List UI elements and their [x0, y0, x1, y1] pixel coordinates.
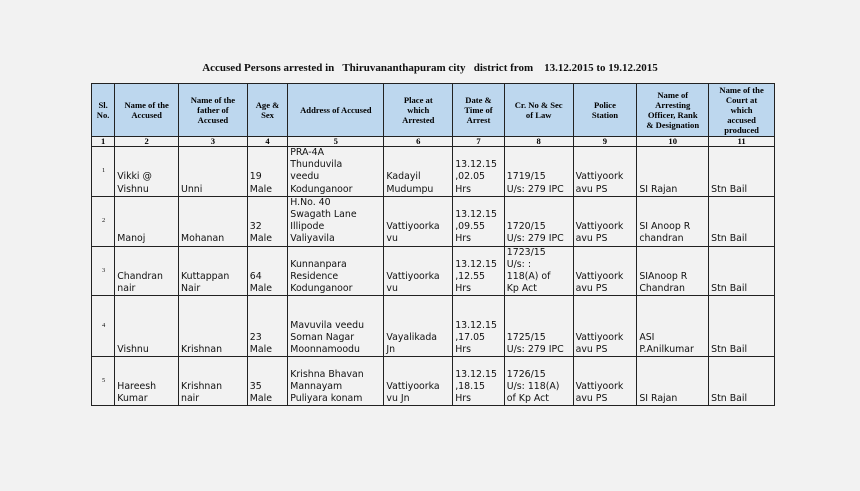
serial-cell: 3 — [92, 246, 115, 296]
column-number: 11 — [709, 137, 775, 147]
police-station-cell: Vattiyoork avu PS — [573, 147, 637, 197]
header-cell: Address of Accused — [288, 84, 384, 137]
column-number-row — [92, 137, 775, 147]
column-number: 4 — [247, 137, 287, 147]
column-number: 9 — [573, 137, 637, 147]
court-cell: Stn Bail — [709, 246, 775, 296]
column-number: 10 — [637, 137, 709, 147]
header-cell: Sl. No. — [92, 84, 115, 137]
header-cell: Police Station — [573, 84, 637, 137]
police-station-cell: Vattiyoork avu PS — [573, 296, 637, 357]
header-cell: Cr. No & Sec of Law — [504, 84, 573, 137]
arrest-datetime-cell: 13.12.15 ,12.55 Hrs — [453, 246, 505, 296]
address-cell: Kunnanpara Residence Kodunganoor — [288, 246, 384, 296]
column-number: 2 — [115, 137, 179, 147]
age-sex-cell: 19 Male — [247, 147, 287, 197]
age-sex-cell: 23 Male — [247, 296, 287, 357]
arrest-place-cell: Vattiyoorka vu Jn — [384, 357, 453, 406]
age-sex-cell: 35 Male — [247, 357, 287, 406]
crime-number-cell: 1723/15 U/s: : 118(A) of Kp Act — [504, 246, 573, 296]
accused-name-cell: Chandran nair — [115, 246, 179, 296]
accused-name-cell: Vishnu — [115, 296, 179, 357]
header-cell: Age & Sex — [247, 84, 287, 137]
address-cell: H.No. 40 Swagath Lane Illipode Valiyavila — [288, 196, 384, 246]
police-station-cell: Vattiyoork avu PS — [573, 246, 637, 296]
column-number: 7 — [453, 137, 505, 147]
header-cell: Name of the Court at which accused produced — [709, 84, 775, 137]
arrest-place-cell: Vattiyoorka vu — [384, 196, 453, 246]
court-cell: Stn Bail — [709, 196, 775, 246]
column-number: 5 — [288, 137, 384, 147]
father-name-cell: Unni — [179, 147, 248, 197]
court-cell: Stn Bail — [709, 357, 775, 406]
document-title: Accused Persons arrested in Thiruvananthapuram city district from 13.12.2015 to 19.12.2015 — [202, 62, 658, 74]
column-number: 6 — [384, 137, 453, 147]
address-cell: Krishna Bhavan Mannayam Puliyara konam — [288, 357, 384, 406]
table-row — [92, 147, 775, 197]
arrest-datetime-cell: 13.12.15 ,18.15 Hrs — [453, 357, 505, 406]
column-number: 1 — [92, 137, 115, 147]
table-row — [92, 296, 775, 357]
header-cell: Place at which Arrested — [384, 84, 453, 137]
header-row — [92, 84, 775, 137]
age-sex-cell: 32 Male — [247, 196, 287, 246]
arresting-officer-cell: SIAnoop R Chandran — [637, 246, 709, 296]
father-name-cell: Krishnan nair — [179, 357, 248, 406]
header-cell: Name of the father of Accused — [179, 84, 248, 137]
age-sex-cell: 64 Male — [247, 246, 287, 296]
arresting-officer-cell: SI Anoop R chandran — [637, 196, 709, 246]
arrest-table — [91, 83, 775, 406]
arresting-officer-cell: ASI P.Anilkumar — [637, 296, 709, 357]
father-name-cell: Kuttappan Nair — [179, 246, 248, 296]
address-cell: PRA-4A Thunduvila veedu Kodunganoor — [288, 147, 384, 197]
column-number: 8 — [504, 137, 573, 147]
column-number: 3 — [179, 137, 248, 147]
crime-number-cell: 1725/15 U/s: 279 IPC — [504, 296, 573, 357]
table-row — [92, 196, 775, 246]
header-cell: Date & Time of Arrest — [453, 84, 505, 137]
serial-cell: 1 — [92, 147, 115, 197]
father-name-cell: Krishnan — [179, 296, 248, 357]
accused-name-cell: Manoj — [115, 196, 179, 246]
serial-cell: 5 — [92, 357, 115, 406]
arresting-officer-cell: SI Rajan — [637, 357, 709, 406]
arrest-place-cell: Vattiyoorka vu — [384, 246, 453, 296]
crime-number-cell: 1726/15 U/s: 118(A) of Kp Act — [504, 357, 573, 406]
header-cell: Name of the Accused — [115, 84, 179, 137]
arrest-datetime-cell: 13.12.15 ,17.05 Hrs — [453, 296, 505, 357]
header-cell: Name of Arresting Officer, Rank & Designation — [637, 84, 709, 137]
court-cell: Stn Bail — [709, 296, 775, 357]
police-station-cell: Vattiyoork avu PS — [573, 196, 637, 246]
serial-cell: 2 — [92, 196, 115, 246]
police-station-cell: Vattiyoork avu PS — [573, 357, 637, 406]
accused-name-cell: Hareesh Kumar — [115, 357, 179, 406]
arrest-datetime-cell: 13.12.15 ,09.55 Hrs — [453, 196, 505, 246]
arresting-officer-cell: SI Rajan — [637, 147, 709, 197]
accused-name-cell: Vikki @ Vishnu — [115, 147, 179, 197]
father-name-cell: Mohanan — [179, 196, 248, 246]
serial-cell: 4 — [92, 296, 115, 357]
arrest-datetime-cell: 13.12.15 ,02.05 Hrs — [453, 147, 505, 197]
court-cell: Stn Bail — [709, 147, 775, 197]
table-row — [92, 357, 775, 406]
address-cell: Mavuvila veedu Soman Nagar Moonnamoodu — [288, 296, 384, 357]
arrest-place-cell: Kadayil Mudumpu — [384, 147, 453, 197]
arrest-place-cell: Vayalikada Jn — [384, 296, 453, 357]
crime-number-cell: 1719/15 U/s: 279 IPC — [504, 147, 573, 197]
table-row — [92, 246, 775, 296]
crime-number-cell: 1720/15 U/s: 279 IPC — [504, 196, 573, 246]
